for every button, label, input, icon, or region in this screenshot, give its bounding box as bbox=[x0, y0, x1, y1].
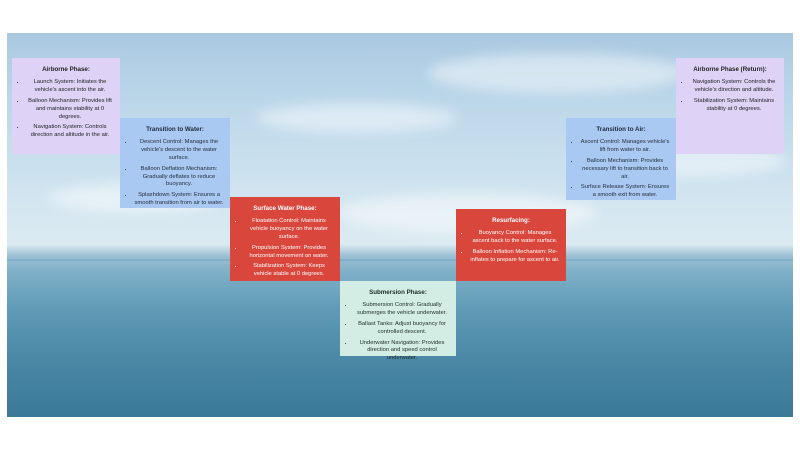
phase-card-submersion bbox=[340, 281, 456, 362]
phase-item: • Stabilization System: Maintains stability at 0 degrees. bbox=[690, 98, 778, 114]
phase-item: • Floatation Control: Maintains vehicle buoyancy on the water surface. bbox=[244, 218, 334, 241]
phase-title: Transition to Water: bbox=[146, 126, 204, 133]
phase-title: Airborne Phase: bbox=[42, 66, 90, 73]
phase-title: Submersion Phase: bbox=[369, 289, 427, 296]
horizon-line bbox=[7, 259, 793, 261]
phase-item: • Launch System: Initiates the vehicle's ascent into the air. bbox=[26, 79, 114, 95]
phase-card-airborne bbox=[12, 58, 120, 154]
phase-items bbox=[236, 218, 334, 279]
phase-item: • Navigation System: Controls direction and altitude in the air. bbox=[26, 124, 114, 140]
phase-item: • Balloon Mechanism: Provides lift and maintains stability at 0 degrees. bbox=[26, 98, 114, 121]
phase-item: • Buoyancy Control: Manages ascent back to the water surface. bbox=[470, 230, 560, 246]
phase-title: Transition to Air: bbox=[596, 126, 646, 133]
phase-card-transition-to-water bbox=[120, 118, 230, 208]
phase-items bbox=[346, 302, 450, 363]
phase-item: • Underwater Navigation: Provides direction and speed control underwater. bbox=[354, 340, 450, 363]
phase-card-surface-water bbox=[230, 197, 340, 281]
phase-item: • Ascent Control: Manages vehicle's lift from water to air. bbox=[580, 139, 670, 155]
phase-item: • Descent Control: Manages the vehicle's descent to the water surface. bbox=[134, 139, 224, 162]
phase-title: Resurfacing: bbox=[492, 217, 530, 224]
phase-card-airborne-return bbox=[676, 58, 784, 154]
phase-items bbox=[572, 139, 670, 200]
phase-card-resurfacing bbox=[456, 209, 566, 281]
phase-item: • Stabilization System: Keeps vehicle stable at 0 degrees. bbox=[244, 263, 334, 279]
phase-item: • Balloon Inflation Mechanism: Re-inflates to prepare for ascent to air. bbox=[470, 249, 560, 265]
phase-item: • Propulsion System: Provides horizontal movement on water. bbox=[244, 245, 334, 261]
phase-items bbox=[682, 79, 778, 113]
phase-title: Surface Water Phase: bbox=[253, 205, 317, 212]
phase-item: • Surface Release System: Ensures a smooth exit from water. bbox=[580, 184, 670, 200]
cloud bbox=[257, 103, 457, 133]
phase-item: • Splashdown System: Ensures a smooth transition from air to water. bbox=[134, 192, 224, 208]
cloud bbox=[427, 53, 687, 93]
phase-item: • Ballast Tanks: Adjust buoyancy for controlled descent. bbox=[354, 321, 450, 337]
phase-items bbox=[462, 230, 560, 264]
phase-items bbox=[126, 139, 224, 208]
phase-title: Airborne Phase (Return): bbox=[693, 66, 767, 73]
phase-item: • Navigation System: Controls the vehicle's direction and altitude. bbox=[690, 79, 778, 95]
phase-item: • Balloon Mechanism: Provides necessary lift to transition back to air. bbox=[580, 158, 670, 181]
phase-item: • Submersion Control: Gradually submerges the vehicle underwater. bbox=[354, 302, 450, 318]
phase-item: • Balloon Deflation Mechanism: Gradually deflates to reduce buoyancy. bbox=[134, 166, 224, 189]
phase-items bbox=[18, 79, 114, 140]
phase-card-transition-to-air bbox=[566, 118, 676, 200]
